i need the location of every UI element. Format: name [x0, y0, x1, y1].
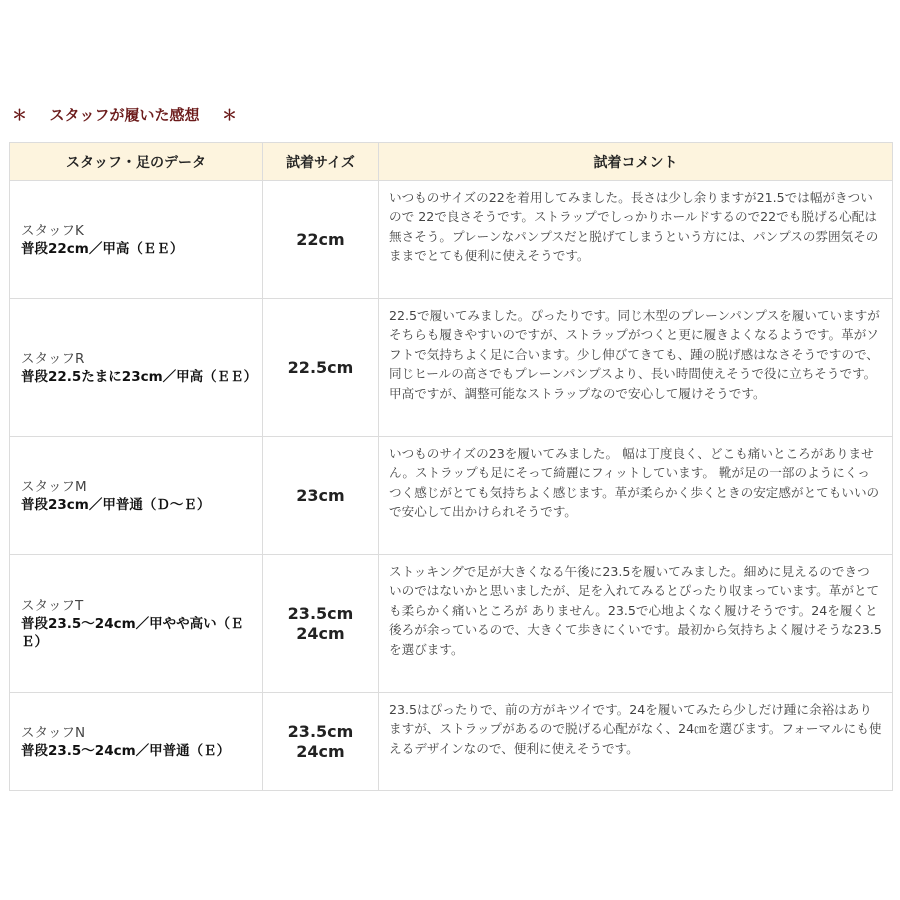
table-row [10, 299, 893, 437]
staff-cell [10, 693, 263, 791]
star-right-icon: ＊ [221, 106, 237, 124]
section-title [12, 104, 237, 125]
section-title-text: スタッフが履いた感想 [49, 106, 200, 124]
size-cell [263, 555, 379, 693]
staff-name: スタッフR [21, 350, 85, 367]
foot-data: 普段22cm／甲高（ＥＥ） [21, 240, 184, 257]
comment-cell: 23.5はぴったりで、前の方がキツイです。24を履いてみたら少しだけ踵に余裕はありますが、ストラップがあるので脱げる心配がなく、24㎝を選びます。フォーマルにも使えるデザインなので、便利に使えそうです。 [379, 693, 893, 791]
staff-cell [10, 555, 263, 693]
table-row [10, 181, 893, 299]
star-left-icon: ＊ [12, 106, 28, 124]
foot-data: 普段22.5たまに23cm／甲高（ＥＥ） [21, 368, 258, 385]
size-cell [263, 299, 379, 437]
staff-name: スタッフN [21, 724, 86, 741]
size-value-alt: 24cm [296, 741, 345, 761]
size-value: 23.5cm [287, 603, 354, 623]
header-comment: 試着コメント [379, 143, 893, 181]
table-row [10, 693, 893, 791]
size-cell [263, 181, 379, 299]
comment-cell: ストッキングで足が大きくなる午後に23.5を履いてみました。細めに見えるのできついのではないかと思いましたが、足を入れてみるとぴったり収まっています。革がとても柔らかく痛いところが ありません。23.5で心地よくなく履けそうです。24を履くと後ろが余っているので、大きくて歩きにくいです。最初から気持ちよく履けそうな23.5を選びます。 [379, 555, 893, 693]
table-row [10, 437, 893, 555]
staff-review-table [9, 142, 893, 791]
size-value: 23cm [296, 485, 345, 505]
size-value: 23.5cm [287, 721, 354, 741]
size-value: 22.5cm [287, 357, 354, 377]
staff-name: スタッフK [21, 222, 84, 239]
staff-name: スタッフT [21, 597, 84, 614]
foot-data: 普段23cm／甲普通（Ｄ～Ｅ） [21, 496, 211, 513]
staff-cell [10, 299, 263, 437]
size-cell [263, 693, 379, 791]
header-try-size: 試着サイズ [263, 143, 379, 181]
staff-cell [10, 437, 263, 555]
comment-cell: いつものサイズの22を着用してみました。長さは少し余りますが21.5では幅がきついので 22で良さそうです。ストラップでしっかりホールドするので22でも脱げる心配は無さそう。プレーンなパンプスだと脱げてしまうという方には、パンプスの雰囲気そのままでとても便利に使えそうです。 [379, 181, 893, 299]
staff-cell [10, 181, 263, 299]
header-staff-data: スタッフ・足のデータ [10, 143, 263, 181]
table-row [10, 555, 893, 693]
staff-name: スタッフM [21, 478, 87, 495]
foot-data: 普段23.5～24cm／甲やや高い（ＥＥ） [21, 615, 244, 650]
size-value-alt: 24cm [296, 623, 345, 643]
size-value: 22cm [296, 229, 345, 249]
size-cell [263, 437, 379, 555]
foot-data: 普段23.5～24cm／甲普通（Ｅ） [21, 742, 231, 759]
table-header-row [10, 143, 893, 181]
comment-cell: いつものサイズの23を履いてみました。 幅は丁度良く、どこも痛いところがありません。ストラップも足にそって綺麗にフィットしています。 靴が足の一部のようにくっつく感じがとても気持ちよく感じます。革が柔らかく歩くときの安定感がとてもいいので安心して出かけられそうです。 [379, 437, 893, 555]
comment-cell: 22.5で履いてみました。ぴったりです。同じ木型のプレーンパンプスを履いていますが そちらも履きやすいのですが、ストラップがつくと更に履きよくなるようです。革がソフトで気持ちよく足に合います。少し伸びてきても、踵の脱げ感はなさそうですので、同じヒールの高さでもプレーンパンプスより、長い時間使えそうで役に立ちそうです。甲高ですが、調整可能なストラップなので安心して履けそうです。 [379, 299, 893, 437]
